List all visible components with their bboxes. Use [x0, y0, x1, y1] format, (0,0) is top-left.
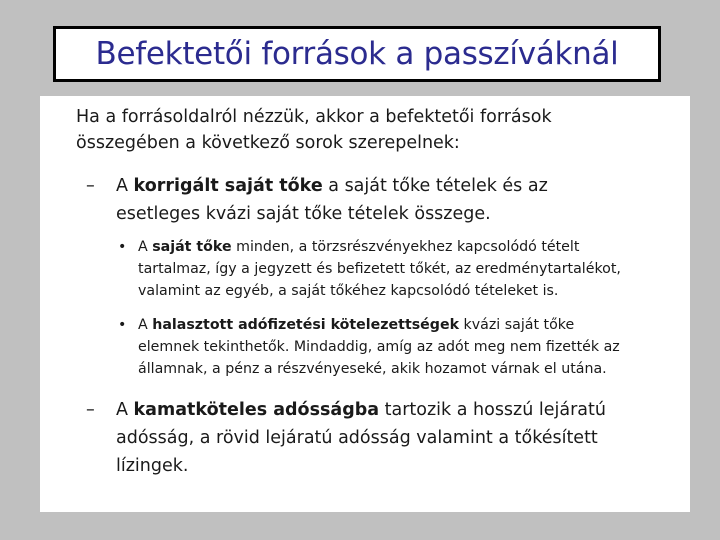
- item-line: adósság, a rövid lejáratú adósság valamint a tőkésített: [116, 428, 598, 448]
- sub-line: valamint az egyéb, a saját tőkéhez kapcsolódó tételeket is.: [138, 283, 559, 299]
- item-line: A korrigált saját tőke a saját tőke tételek és az: [116, 176, 548, 196]
- intro-line: Ha a forrásoldalról nézzük, akkor a befektetői források: [76, 107, 552, 127]
- content-panel: [40, 96, 690, 512]
- item-line: lízingek.: [116, 456, 189, 476]
- dash-marker: –: [86, 400, 95, 420]
- dash-marker: –: [86, 176, 95, 196]
- sub-line: A saját tőke minden, a törzsrészvényekhez kapcsolódó tételt: [138, 239, 580, 255]
- intro-paragraph: [76, 104, 676, 156]
- slide-title: Befektetői források a passzíváknál: [95, 36, 619, 72]
- sub-line: elemnek tekinthetők. Mindaddig, amíg az adót meg nem fizették az: [138, 339, 620, 355]
- intro-line: összegében a következő sorok szerepelnek:: [76, 133, 460, 153]
- sub-line: tartalmaz, így a jegyzett és befizetett tőkét, az eredménytartalékot,: [138, 261, 621, 277]
- sub-line: A halasztott adófizetési kötelezettségek kvázi saját tőke: [138, 317, 575, 333]
- bullet-marker: •: [118, 317, 127, 333]
- bullet-marker: •: [118, 239, 127, 255]
- item-line: esetleges kvázi saját tőke tételek összege.: [116, 204, 491, 224]
- sub-line: államnak, a pénz a részvényeseké, akik hozamot várnak el utána.: [138, 361, 607, 377]
- slide-title-box: [53, 26, 661, 82]
- item-line: A kamatköteles adósságba tartozik a hosszú lejáratú: [116, 400, 606, 420]
